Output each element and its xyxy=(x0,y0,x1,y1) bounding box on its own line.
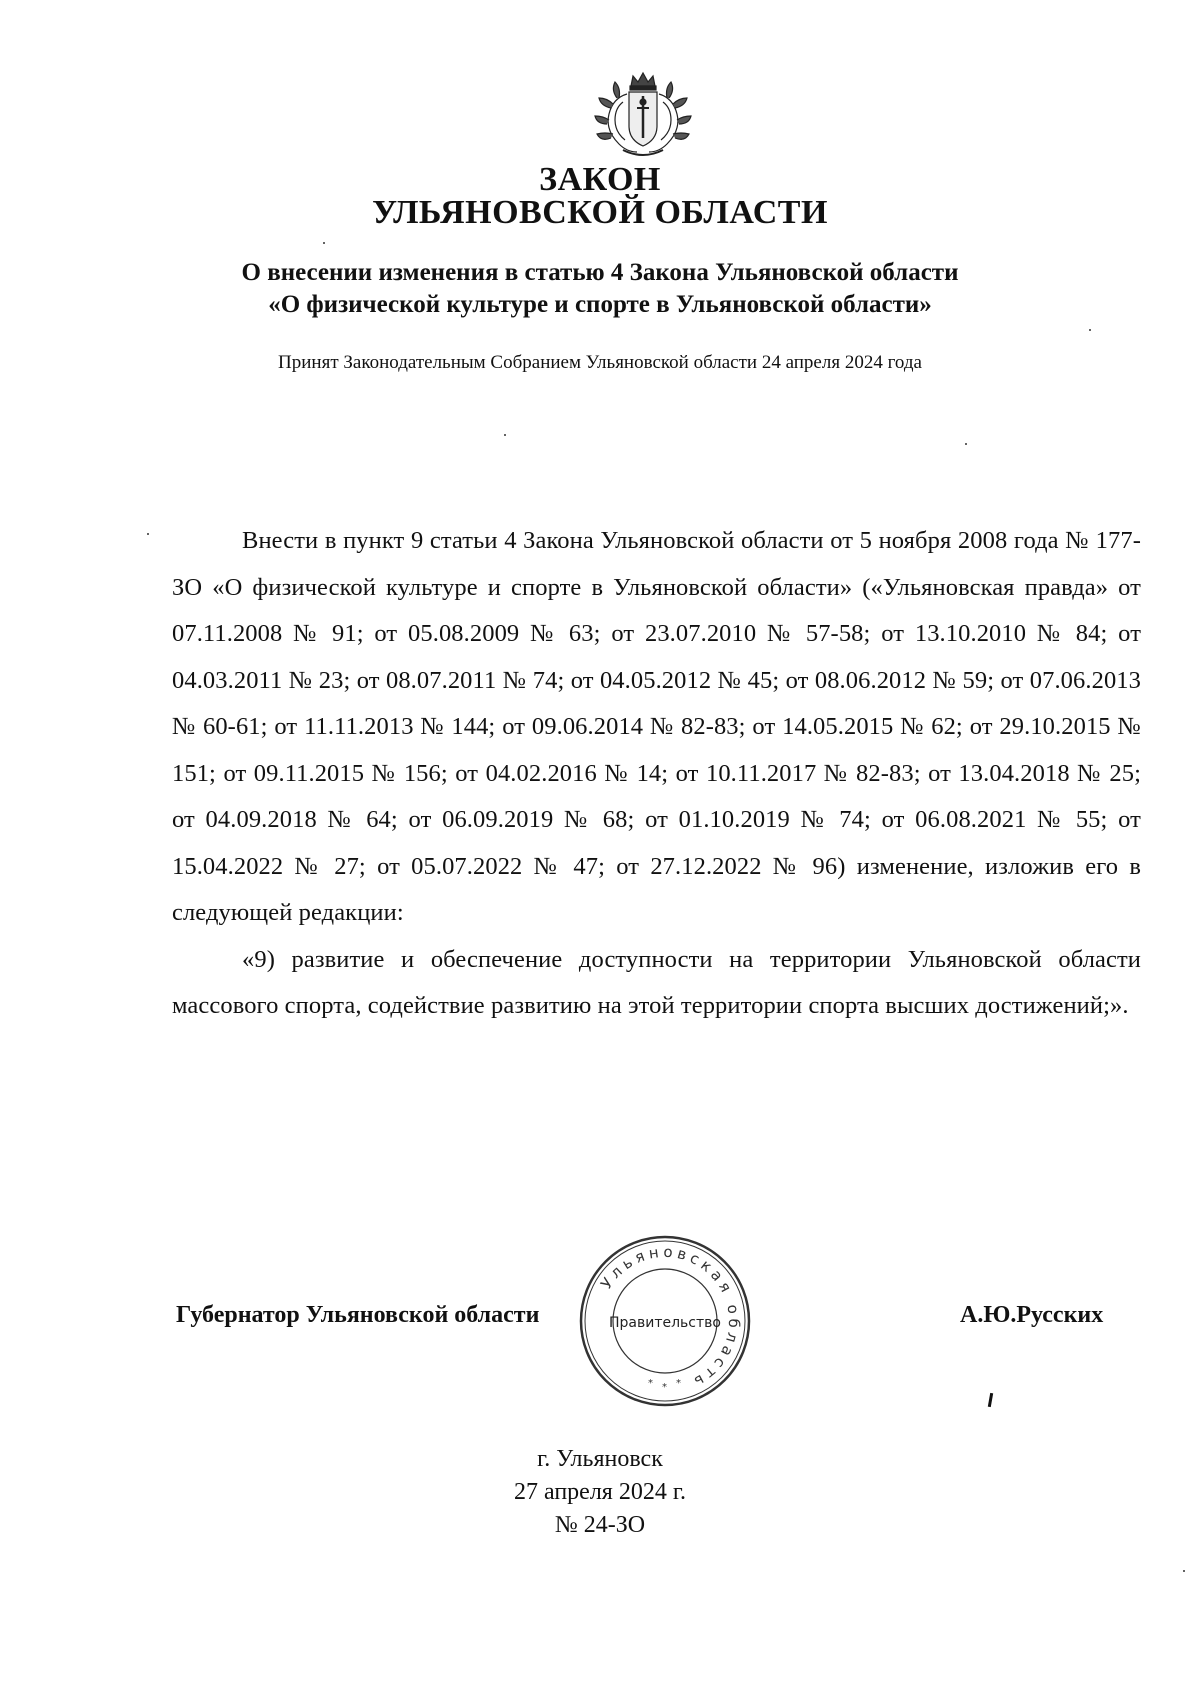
scan-speck xyxy=(323,242,325,244)
seal-ring-text: Ульяновская область xyxy=(597,1242,744,1393)
body-paragraph-1: Внести в пункт 9 статьи 4 Закона Ульяновской области от 5 ноября 2008 года № 177-ЗО «О физической культуре и спорте в Ульяновской области» («Ульяновская правда» от 07.11.2008 № 91; от 05.08.2009 № 63; от 23.07.2010 № 57-58; от 13.10.2010 № 84; от 04.03.2011 № 23; от 08.07.2011 № 74; от 04.05.2012 № 45; от 08.06.2012 № 59; от 07.06.2013 № 60-61; от 11.11.2013 № 144; от 09.06.2014 № 82-83; от 14.05.2015 № 62; от 29.10.2015 № 151; от 09.11.2015 № 156; от 04.02.2016 № 14; от 10.11.2017 № 82-83; от 13.04.2018 № 25; от 04.09.2018 № 64; от 06.09.2019 № 68; от 01.10.2019 № 74; от 06.08.2021 № 55; от 15.04.2022 № 27; от 05.07.2022 № 47; от 27.12.2022 № 96) изменение, изложив его в следующей редакции: xyxy=(172,527,1141,926)
place-of-signing: г. Ульяновск xyxy=(537,1446,663,1472)
svg-text:*: * xyxy=(676,1378,681,1389)
scan-speck xyxy=(147,533,149,535)
law-number: № 24-ЗО xyxy=(554,1512,646,1538)
scan-speck xyxy=(1089,329,1091,331)
body-paragraph-2: «9) развитие и обеспечение доступности на территории Ульяновской области массового спорта, содействие развитию на этой территории спорта высших достижений;». xyxy=(172,945,1141,1019)
svg-text:*: * xyxy=(648,1378,653,1389)
coat-of-arms-emblem xyxy=(593,68,693,162)
signatory-name: А.Ю.Русских xyxy=(960,1302,1104,1328)
document-subtitle-line1: О внесении изменения в статью 4 Закона Ульяновской области xyxy=(241,259,959,286)
official-seal xyxy=(576,1232,754,1410)
svg-text:*: * xyxy=(662,1382,667,1393)
document-title-line1: ЗАКОН xyxy=(539,161,661,198)
document-subtitle-line2: «О физической культуре и спорте в Ульяновской области» xyxy=(268,291,932,318)
scan-speck xyxy=(965,443,967,445)
law-body xyxy=(172,518,1141,1030)
signature-mark xyxy=(988,1393,993,1407)
seal-center-text: Правительство xyxy=(609,1315,721,1331)
adoption-note: Принят Законодательным Собранием Ульяновской области 24 апреля 2024 года xyxy=(278,352,922,373)
signing-date: 27 апреля 2024 г. xyxy=(514,1479,686,1505)
signatory-position: Губернатор Ульяновской области xyxy=(176,1302,540,1328)
scan-speck xyxy=(504,434,506,436)
document-title-line2: УЛЬЯНОВСКОЙ ОБЛАСТИ xyxy=(372,194,828,231)
scan-speck xyxy=(1183,1570,1185,1572)
